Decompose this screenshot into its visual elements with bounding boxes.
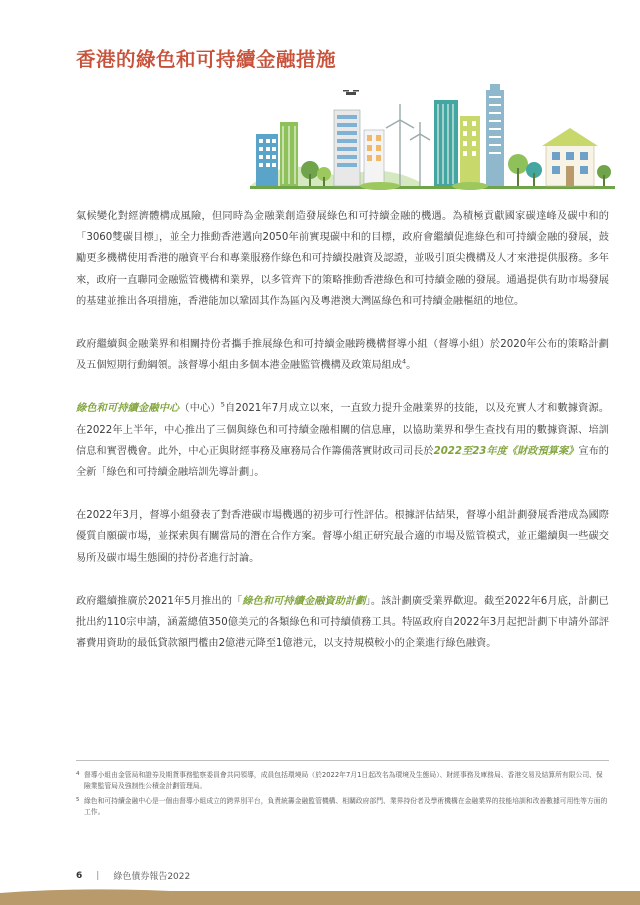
paragraph-text: 」。該計劃廣受業界歡迎。截至2022年6月底，計劃已批出約110宗申請，涵蓋總值350億美元的各類綠色和可持續債務工具。特區政府自2022年3月起把計劃下申請外部評審費用資助的最低貸款額門檻由2億港元降至1億港元，以支持規模較小的企業進行綠色融資。 [76, 595, 609, 650]
paragraph [76, 206, 609, 312]
highlighted-term: 綠色和可持續金融中心 [76, 403, 180, 415]
footnotes [76, 770, 609, 822]
footnote-ref: 4 [402, 357, 407, 366]
footnote [76, 796, 609, 818]
body-text [76, 206, 609, 676]
city-skyline-illustration [250, 82, 615, 194]
footnote-number: 5 [76, 797, 80, 803]
paragraph-text: 政府繼續與金融業界和相關持份者攜手推展綠色和可持續金融跨機構督導小組（督導小組）於2020年公布的策略計劃及五個短期行動綱領。該督導小組由多個本港金融監管機構及政策局組成 [76, 339, 609, 372]
paragraph-text: 。 [406, 360, 417, 372]
footer-separator: | [96, 870, 100, 881]
paragraph-text: （中心） [179, 403, 221, 415]
paragraph-text: 自2021年7月成立以來，一直致力提升金融業界的技能，以及充實人才和數據資源。在2022年上半年，中心推出了三個與綠色和可持續金融相關的信息庫，以協助業界和學生查找有用的數據資源、培訓信息和實習機會。此外，中心正與財經事務及庫務局合作籌備落實財政司司長於 [76, 403, 610, 457]
paragraph-text: 宣布的全新「綠色和可持續金融培訓先導計劃」。 [76, 445, 609, 479]
footnote-text: 督導小組由金管局和證券及期貨事務監察委員會共同領導，成員包括環境局（於2022年7月1日起改名為環境及生態局）、財經事務及庫務局、香港交易及結算所有限公司、保險業監管局及強制性公積金計劃管理局。 [84, 771, 603, 790]
footnote-divider [76, 760, 609, 761]
highlighted-term: 2022至23年度《財政預算案》 [433, 445, 579, 457]
paragraph [76, 334, 609, 376]
bottom-decorative-band [0, 887, 640, 905]
footnote-ref: 5 [220, 401, 225, 410]
footnote-number: 4 [76, 771, 80, 777]
page-footer [76, 869, 190, 882]
paragraph-text: 在2022年3月，督導小組發表了對香港碳市場機遇的初步可行性評估。根據評估結果，督導小組計劃發展香港成為國際優質自願碳市場，並探索與有關當局的潛在合作方案。督導小組正研究最合適的市場及監管模式，並正繼續與一些碳交易所及碳市場生態圈的持份者進行討論。 [76, 510, 609, 564]
page-title: 香港的綠色和可持續金融措施 [76, 48, 337, 71]
footnote-text: 綠色和可持續金融中心是一個由督導小組成立的跨界別平台，負責統籌金融監管機構、相關政府部門、業界持份者及學術機構在金融業界的技能培訓和改善數據可用性等方面的工作。 [84, 797, 608, 816]
paragraph [76, 398, 609, 483]
report-title: 綠色債券報告2022 [113, 872, 191, 882]
highlighted-term: 綠色和可持續金融資助計劃 [242, 595, 366, 607]
page-number: 6 [76, 870, 83, 881]
paragraph-text: 氣候變化對經濟體構成風險，但同時為金融業創造發展綠色和可持續金融的機遇。為積極貢獻國家碳達峰及碳中和的「3060雙碳目標」，並全力推動香港邁向2050年前實現碳中和的目標，政府會繼續促進綠色和可持續金融的發展，鼓勵更多機構使用香港的融資平台和專業服務作綠色和可持續投融資及認證，並吸引頂尖機構及人才來港提供服務。多年來，政府一直聯同金融監管機構和業界，以多管齊下的策略推動香港綠色和可持續金融的發展。通過提供有助市場發展的基建並推出各項措施，香港能加以鞏固其作為區內及粵港澳大灣區綠色和可持續金融樞紐的地位。 [76, 211, 609, 307]
paragraph [76, 505, 609, 569]
paragraph-text: 政府繼續推廣於2021年5月推出的「 [76, 595, 243, 607]
footnote [76, 770, 609, 792]
paragraph [76, 591, 609, 655]
